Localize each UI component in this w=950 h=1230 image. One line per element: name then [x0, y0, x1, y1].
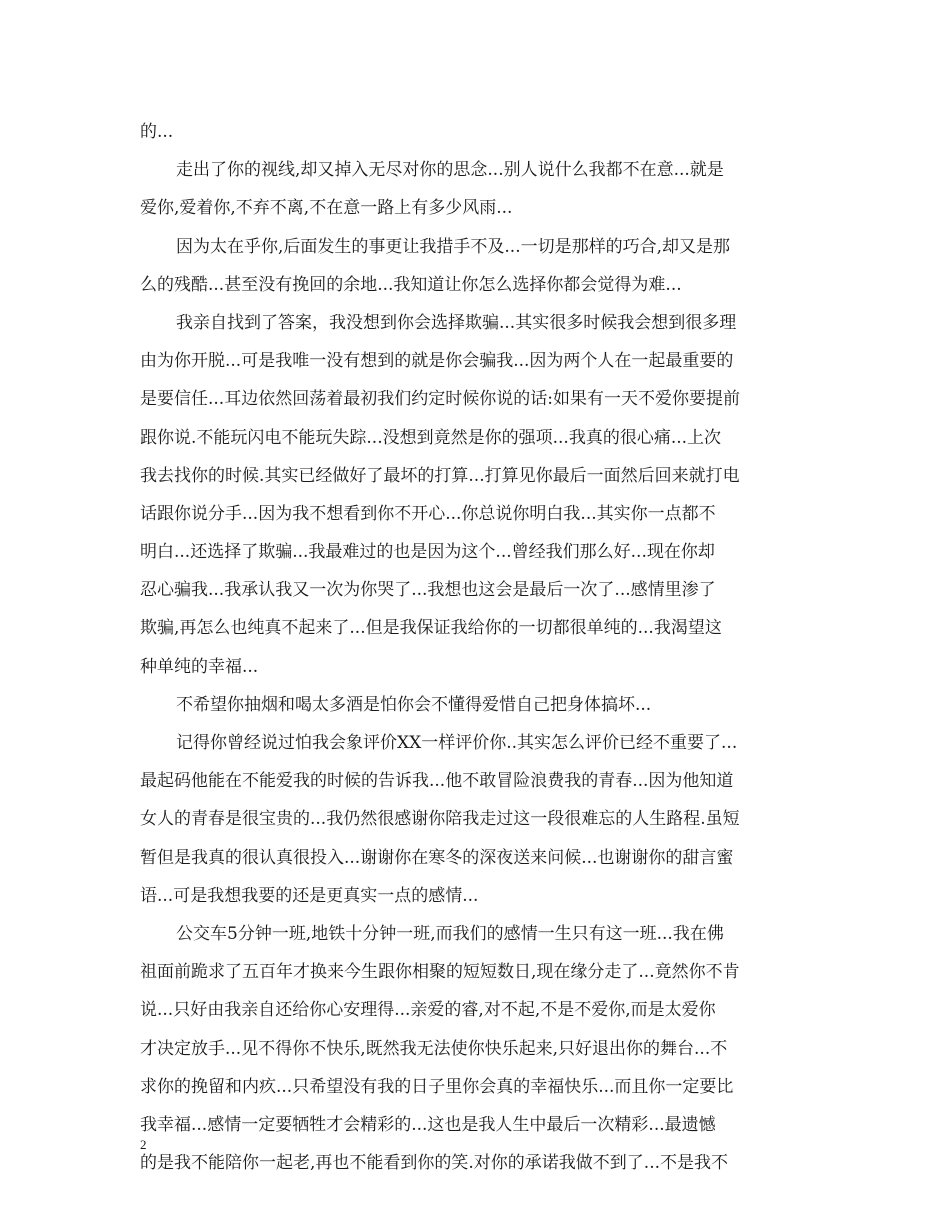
text-line: 记得你曾经说过怕我会象评价XX一样评价你..其实怎么评价已经不重要了...	[176, 733, 738, 753]
text-line: 最起码他能在不能爱我的时候的告诉我...他不敢冒险浪费我的青春...因为他知道	[140, 771, 734, 792]
text-line: 明白...还选择了欺骗...我最难过的也是因为这个...曾经我们那么好...现在你却	[140, 542, 715, 563]
text-line: 女人的青春是很宝贵的...我仍然很感谢你陪我走过这一段很难忘的人生路程.虽短	[140, 809, 740, 830]
text-line: 的是我不能陪你一起老,再也不能看到你的笑.对你的承诺我做不到了...不是我不	[140, 1153, 729, 1174]
text-line: 求你的挽留和内疚...只希望没有我的日子里你会真的幸福快乐...而且你一定要比	[140, 1076, 734, 1097]
text-line: 由为你开脱...可是我唯一没有想到的就是你会骗我...因为两个人在一起最重要的	[140, 351, 734, 372]
page-number: 2	[140, 1137, 147, 1152]
text-line: 话跟你说分手...因为我不想看到你不开心...你总说你明白我...其实你一点都不	[140, 503, 716, 524]
text-line: 爱你,爱着你,不弃不离,不在意一路上有多少风雨...	[140, 198, 513, 219]
text-line: 说...只好由我亲自还给你心安理得...亲爱的睿,对不起,不是不爱你,而是太爱你	[140, 1000, 716, 1021]
text-line: 忍心骗我...我承认我又一次为你哭了...我想也这会是最后一次了...感情里渗了	[140, 580, 716, 601]
text-line: 才决定放手...见不得你不快乐,既然我无法使你快乐起来,只好退出你的舞台...不	[140, 1038, 728, 1059]
text-line: 走出了你的视线,却又掉入无尽对你的思念...别人说什么我都不在意...就是	[176, 160, 724, 181]
text-line: 跟你说.不能玩闪电不能玩失踪...没想到竟然是你的强项...我真的很心痛...上次	[140, 427, 722, 448]
text-line: 我亲自找到了答案，我没想到你会选择欺骗...其实很多时候我会想到很多理	[176, 312, 737, 333]
text-line: 的...	[140, 122, 174, 142]
text-line: 暂但是我真的很认真很投入...谢谢你在寒冬的深夜送来问候...也谢谢你的甜言蜜	[140, 847, 734, 868]
text-line: 么的残酷...甚至没有挽回的余地...我知道让你怎么选择你都会觉得为难...	[140, 274, 682, 295]
body-text	[140, 113, 812, 1182]
text-line: 种单纯的幸福...	[140, 656, 259, 677]
text-line: 公交车5分钟一班,地铁十分钟一班,而我们的感情一生只有这一班...我在佛	[176, 923, 724, 944]
text-line: 我幸福...感情一定要牺牲才会精彩的...这也是我人生中最后一次精彩...最遗憾	[140, 1114, 716, 1135]
text-line: 祖面前跪求了五百年才换来今生跟你相聚的短短数日,现在缘分走了...竟然你不肯	[140, 962, 740, 983]
text-line: 我去找你的时候.其实已经做好了最坏的打算...打算见你最后一面然后回来就打电	[140, 465, 740, 486]
text-line: 语...可是我想我要的还是更真实一点的感情...	[140, 885, 479, 906]
text-line: 欺骗,再怎么也纯真不起来了...但是我保证我给你的一切都很单纯的...我渴望这	[140, 618, 722, 639]
text-line: 是要信任...耳边依然回荡着最初我们约定时候你说的话:如果有一天不爱你要提前	[140, 389, 740, 410]
text-line: 不希望你抽烟和喝太多酒是怕你会不懂得爱惜自己把身体搞坏...	[176, 694, 652, 715]
text-line: 因为太在乎你,后面发生的事更让我措手不及...一切是那样的巧合,却又是那	[176, 236, 731, 257]
